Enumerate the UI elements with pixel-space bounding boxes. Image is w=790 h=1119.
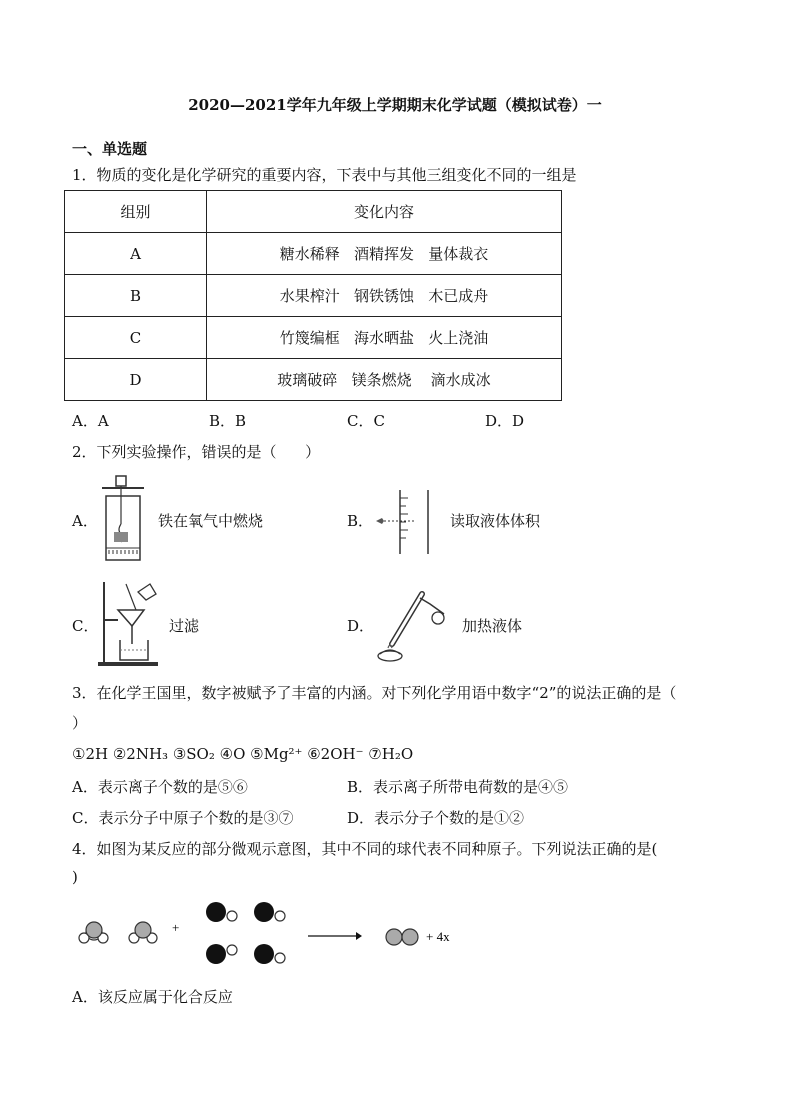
- table-cell-content: 竹篾编框 海水晒盐 火上浇油: [207, 317, 562, 359]
- table-cell-group: C: [65, 317, 207, 359]
- section-heading: 一、单选题: [72, 140, 148, 158]
- q1-table: [64, 190, 562, 401]
- molecule-icon: [386, 929, 418, 945]
- molecule-icon: [129, 922, 157, 943]
- plus-sign: +: [172, 920, 180, 935]
- q2-option-c-letter: C．: [72, 617, 99, 635]
- q1-option-a: A．A: [72, 412, 109, 430]
- q1-stem: 1．物质的变化是化学研究的重要内容，下表中与其他三组变化不同的一组是: [72, 166, 577, 184]
- q2-option-a-text: 铁在氧气中燃烧: [158, 512, 264, 530]
- heating-liquid-icon: [372, 584, 452, 664]
- arrow-icon: [308, 932, 362, 940]
- molecule-icon: [206, 902, 285, 964]
- q4-stem-line1: 4．如图为某反应的部分微观示意图，其中不同的球代表不同种原子。下列说法正确的是(: [72, 840, 658, 858]
- molecule-icon: [79, 922, 108, 943]
- table-cell-content: 糖水稀释 酒精挥发 量体裁衣: [207, 233, 562, 275]
- table-header-row: [65, 191, 562, 233]
- graduated-cylinder-icon: [372, 488, 432, 556]
- table-cell-group: B: [65, 275, 207, 317]
- table-header-cell: 组别: [65, 191, 207, 233]
- q2-option-b-letter: B．: [347, 512, 374, 530]
- page-title: 2020—2021学年九年级上学期期末化学试题（模拟试卷）一: [188, 96, 602, 114]
- q3-option-a: A．表示离子个数的是⑤⑥: [72, 778, 248, 796]
- table-cell-group: D: [65, 359, 207, 401]
- q2-option-b-text: 读取液体体积: [450, 512, 541, 530]
- table-cell-group: A: [65, 233, 207, 275]
- q3-option-c: C．表示分子中原子个数的是③⑦: [72, 809, 294, 827]
- q2-option-d-letter: D．: [347, 617, 375, 635]
- q2-option-c-text: 过滤: [169, 617, 200, 635]
- table-row: [65, 275, 562, 317]
- q3-stem-line2: ）: [72, 714, 88, 732]
- table-header-cell: 变化内容: [207, 191, 562, 233]
- q4-stem-line2: ): [72, 868, 78, 886]
- reaction-diagram: [72, 898, 472, 972]
- q2-option-d-text: 加热液体: [462, 617, 523, 635]
- q4-option-a: A．该反应属于化合反应: [72, 988, 233, 1006]
- q3-symbols: ①2H ②2NH₃ ③SO₂ ④O ⑤Mg²⁺ ⑥2OH⁻ ⑦H₂O: [72, 745, 414, 763]
- filtration-apparatus-icon: [96, 580, 164, 668]
- q2-stem: 2．下列实验操作，错误的是（ ）: [72, 443, 321, 461]
- q3-option-d: D．表示分子个数的是①②: [347, 809, 525, 827]
- q3-stem-line1: 3．在化学王国里，数字被赋予了丰富的内涵。对下列化学用语中数字“2”的说法正确的是（: [72, 684, 677, 702]
- table-cell-content: 水果榨汁 钢铁锈蚀 木已成舟: [207, 275, 562, 317]
- table-row: [65, 317, 562, 359]
- table-cell-content: 玻璃破碎 镁条燃烧 滴水成冰: [207, 359, 562, 401]
- q1-option-b: B．B: [209, 412, 247, 430]
- table-row: [65, 233, 562, 275]
- q2-option-a-letter: A．: [72, 512, 98, 530]
- q3-option-b: B．表示离子所带电荷数的是④⑤: [347, 778, 569, 796]
- product-label: + 4x: [426, 929, 450, 944]
- q1-option-c: C．C: [347, 412, 385, 430]
- iron-burning-jar-icon: [96, 474, 146, 566]
- q1-option-d: D．D: [485, 412, 525, 430]
- table-row: [65, 359, 562, 401]
